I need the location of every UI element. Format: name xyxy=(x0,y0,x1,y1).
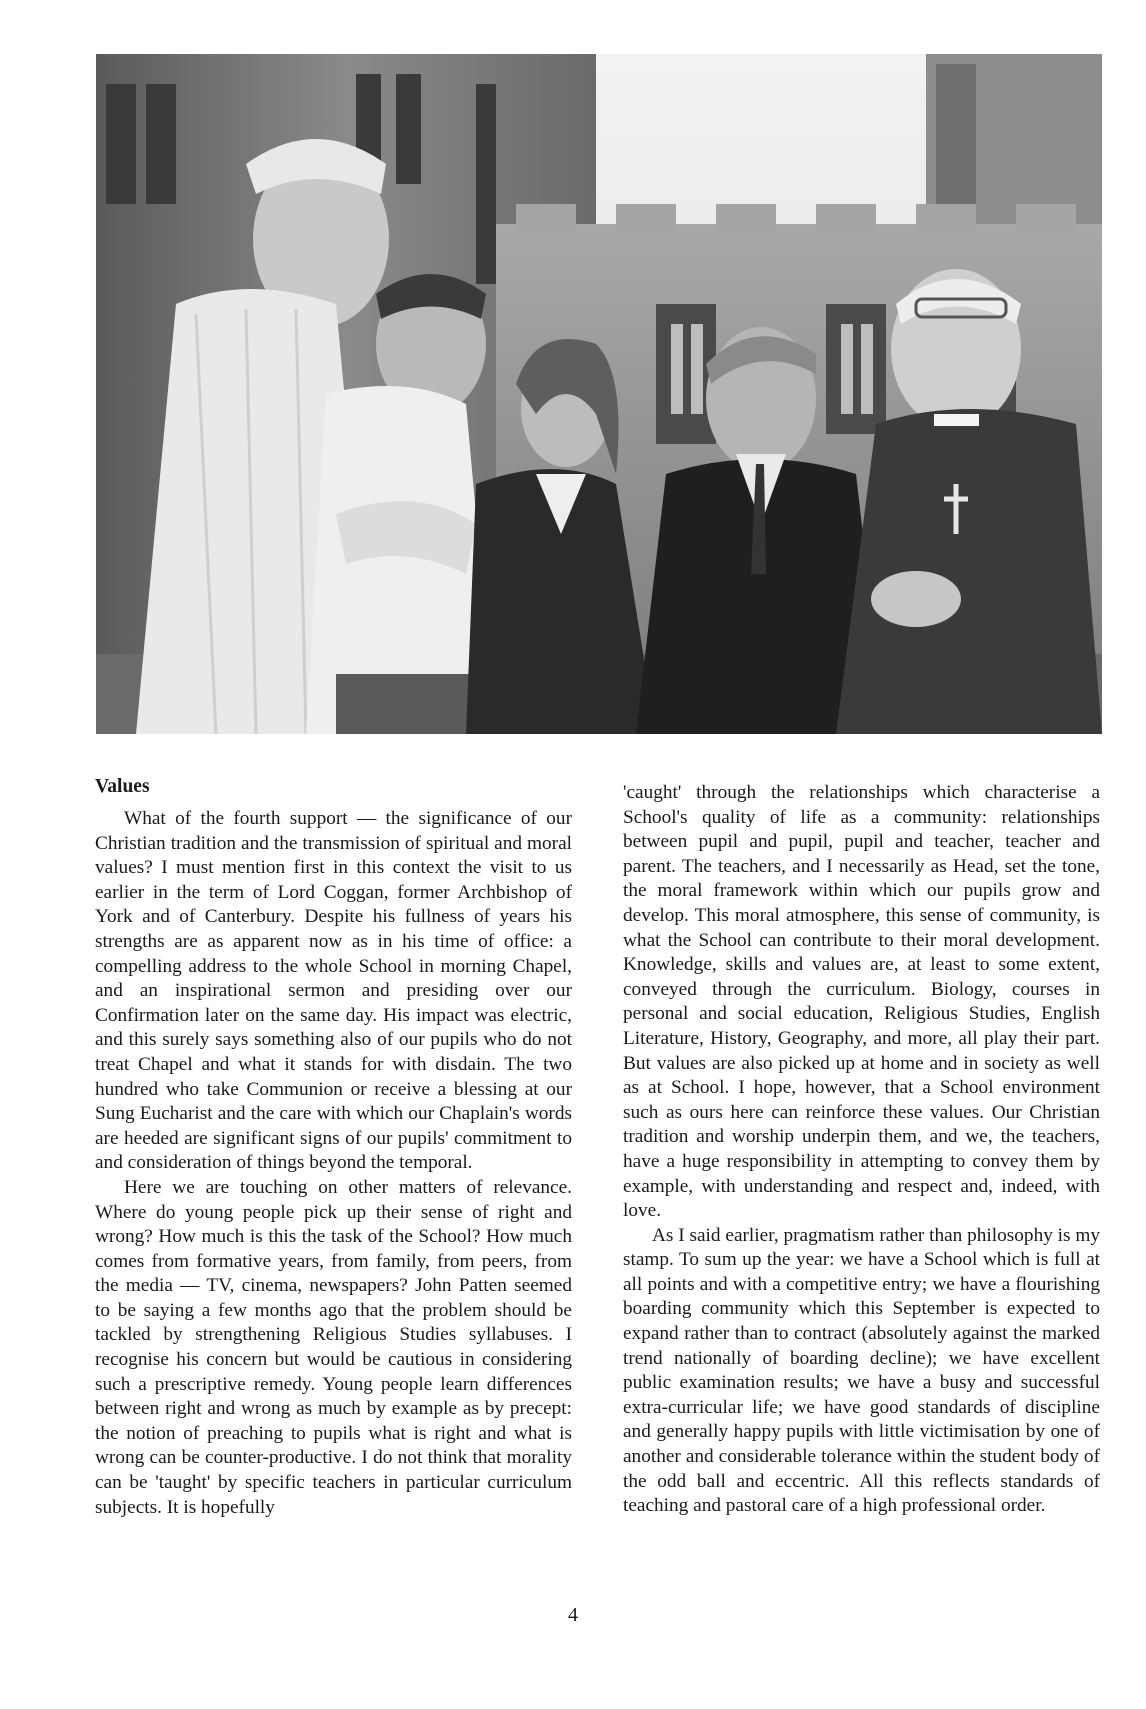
group-photo xyxy=(96,54,1102,734)
section-heading: Values xyxy=(95,776,150,797)
paragraph: 'caught' through the relationships which characterise a School's quality of life as a community: relationships between pupil and pupil, pupil and teacher, teacher and parent. The teachers, and I necessarily as Head, set the tone, the moral framework within which our pupils grow and develop. This moral atmosphere, this sense of community, is what the School can contribute to their moral development. Knowledge, skills and values are, at least to some extent, conveyed through the curriculum. Biology, courses in personal and social education, Religious Studies, English Literature, History, Geography, and more, all play their part. But values are also picked up at home and in society as well as at School. I hope, however, that a School environment such as ours here can reinforce these values. Our Christian tradition and worship underpin them, and we, the teachers, have a huge responsibility in attempting to convey them by example, with understanding and respect and, indeed, with love. xyxy=(623,782,1100,1222)
paragraph: Here we are touching on other matters of relevance. Where do young people pick up their sense of right and wrong? How much is this the task of the School? How much comes from formative years, from family, from peers, from the media — TV, cinema, newspapers? John Patten seemed to be saying a few months ago that the problem should be tackled by strengthening Religious Studies syllabuses. I recognise his concern but would be cautious in considering such a prescriptive remedy. Young people learn differences between right and wrong as much by example as by precept: the notion of preaching to pupils what is right and what is wrong can be counter-productive. I do not think that morality can be 'taught' by specific teachers in particular curriculum subjects. It is hopefully xyxy=(95,1176,572,1518)
paragraph: As I said earlier, pragmatism rather than philosophy is my stamp. To sum up the year: we have a School which is full at all points and with a competitive entry; we have a flourishing boarding community which this September is expected to expand rather than to contract (absolutely against the marked trend nationally of boarding decline); we have excellent public examination results; we have a busy and successful extra-curricular life; we have good standards of discipline and generally happy pupils with little victimisation by one of another and considerable tolerance within the student body of the odd ball and eccentric. All this reflects standards of teaching and pastoral care of a high professional order. xyxy=(623,1224,1100,1517)
left-column xyxy=(95,775,572,1520)
page-number: 4 xyxy=(568,1604,578,1626)
right-column xyxy=(623,781,1100,1519)
paragraph: What of the fourth support — the significance of our Christian tradition and the transmission of spiritual and moral values? I must mention first in this context the visit to us earlier in the term of Lord Coggan, former Archbishop of York and of Canterbury. Despite his fullness of years his strengths are as apparent now as in his time of office: a compelling address to the whole School in morning Chapel, and an inspirational sermon and presiding over our Confirmation later on the same day. His impact was electric, and this surely says something also of our pupils who do not treat Chapel and what it stands for with disdain. The two hundred who take Communion or receive a blessing at our Sung Eucharist and the care with which our Chaplain's words are heeded are significant signs of our pupils' commitment to and consideration of things beyond the temporal. xyxy=(95,808,572,1174)
photo-icon xyxy=(96,54,1102,734)
